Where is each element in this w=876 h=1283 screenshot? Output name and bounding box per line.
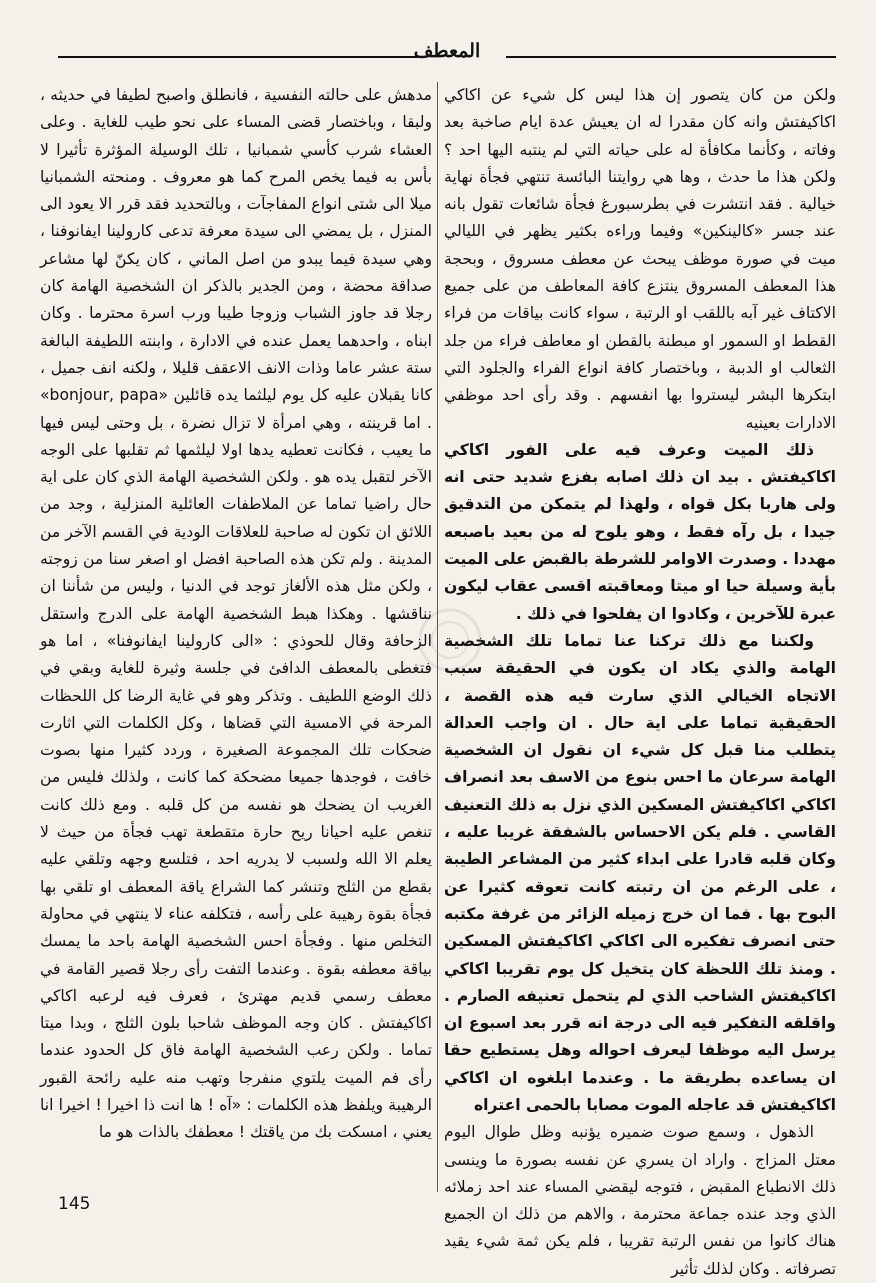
paragraph: مدهش على حالته النفسية ، فانطلق واصبح لطيفا في حديثه ، ولبقا ، وباختصار قضى المساء على نحو طيب للغاية . وعلى العشاء شرب كأسي شمبانيا ، تلك الوسيلة المؤثرة تأثيرا لا بأس به فيما يخص المرح كما هو معروف . ومنحته الشمبانيا ميلا الى شتى انواع المفاجآت ، وبالتحديد فقد قرر الا يعود الى المنزل ، بل يمضي الى سيدة معرفة تدعى كارولينا ايفانوفنا ، وهي سيدة فيما يبدو من اصل الماني ، كان يكنّ لها مشاعر صداقة محضة ، ومن الجدير بالذكر ان الشخصية الهامة كان رجلا قد جاوز الشباب وزوجا طيبا ورب اسرة محترما . وكان ابناه ، واحدهما يعمل عنده في الادارة ، وابنته اللطيفة البالغة ستة عشر عاما وذات الانف الاعقف قليلا ، ولكنه انف جميل ، كانا يقبلان عليه كل يوم ليلثما يده قائلين «bonjour, papa» . اما قرينته ، وهي امرأة لا تزال نضرة ، بل وحتى ليس فيها ما يعيب ، فكانت تعطيه يدها اولا ليلثمها ثم تقلبها على الوجه الآخر لتقبل يده هو . ولكن الشخصية الهامة الذي كان على اية حال راضيا تماما عن الملاطفات العائلية المنزلية ، وجد من اللائق ان تكون له صاحبة للعلاقات الودية في القسم الآخر من المدينة . ولم تكن هذه الصاحبة افضل او اصغر سنا من زوجته ، ولكن مثل هذه الألغاز توجد في الدنيا ، وليس من شأننا ان نناقشها . وهكذا هبط الشخصية الهامة على الدرج واستقل الزحافة وقال للحوذي : «الى كارولينا ايفانوفنا» ، اما هو فتغطى بالمعطف الدافئ في جلسة وثيرة للغاية وبقي في ذلك الوضع اللطيف . وتذكر وهو في غاية الرضا كل اللحظات المرحة في الامسية التي قضاها ، وكل الكلمات التي اثارت ضحكات تلك المجموعة الصغيرة ، وردد كثيرا منها بصوت خافت ، فوجدها جميعا مضحكة كما كانت ، ولذلك فليس من الغريب ان يضحك هو نفسه من كل قلبه . ومع ذلك كانت تنغص عليه احيانا ريح حارة متقطعة تهب فجأة من حيث لا يعلم الا الله ولسبب لا يدريه احد ، فتلسع وجهه وتلقي عليه بقطع من الثلج وتنشر كما الشراع ياقة المعطف او تلقي بها فجأة بقوة رهيبة على رأسه ، فتكلفه عناء لا ينتهي في محاولة التخلص منها . وفجأة احس الشخصية الهامة باحد ما يمسك بياقة معطفه بقوة . وعندما التفت رأى رجلا قصير القامة في معطف رسمي قديم مهترئ ، فعرف فيه لرعبه اكاكي اكاكيفتش . كان وجه الموظف شاحبا بلون الثلج ، وبدا ميتا تماما . ولكن رعب الشخصية الهامة فاق كل الحدود عندما رأى فم الميت يلتوي منفرجا وتهب منه عليه رائحة القبور الرهيبة ويلفظ هذه الكلمات : «آه ! ها انت ذا اخيرا ! اخيرا انا يعني ، امسكت بك من ياقتك ! معطفك بالذات هو ما bbox=[40, 86, 433, 1142]
page-header bbox=[58, 40, 836, 70]
column-divider bbox=[437, 82, 438, 1192]
running-title: المعطف bbox=[413, 40, 481, 62]
paragraph: ذلك الميت وعرف فيه على الفور اكاكي اكاكيفتش . بيد ان ذلك اصابه بفزع شديد حتى انه ولى هاربا بكل قواه ، ولهذا لم يتمكن من التدقيق جيدا ، بل رآه فقط ، وهو يلوح له من بعيد باصبعه مهددا . وصدرت الاوامر للشرطة بالقبض على الميت بأية وسيلة حيا او ميتا ومعاقبته اقسى عقاب ليكون عبرة للآخرين ، وكادوا ان يفلحوا في ذلك . bbox=[444, 440, 836, 623]
paragraph: الذهول ، وسمع صوت ضميره يؤنبه وظل طوال اليوم معتل المزاج . واراد ان يسري عن نفسه بصورة ما وينسى ذلك الانطباع المقبض ، فتوجه ليقضي المساء عند احد زملائه الذي وجد عنده جماعة محترمة ، والاهم من ذلك ان الجميع هناك كانوا من نفس الرتبة تقريبا ، فلم يكن ثمة شيء يقيد تصرفاته . وكان لذلك تأثير bbox=[444, 1123, 836, 1278]
paragraph: ولكننا مع ذلك تركنا عنا تماما تلك الشخصية الهامة والذي يكاد ان يكون في الحقيقة سبب الاتجاه الخيالي الذي سارت فيه هذه القصة ، الحقيقية تماما على اية حال . ان واجب العدالة يتطلب منا قبل كل شيء ان نقول ان الشخصية الهامة سرعان ما احس بنوع من الاسف بعد انصراف اكاكي اكاكيفتش المسكين الذي نزل به ذلك التعنيف القاسي . فلم يكن الاحساس بالشفقة غريبا عليه ، وكان قلبه قادرا على ابداء كثير من المشاعر الطيبة ، على الرغم من ان رتبته كانت تعوقه كثيرا عن البوح بها . فما ان خرج زميله الزائر من غرفة مكتبه حتى انصرف تفكيره الى اكاكي اكاكيفتش المسكين . ومنذ تلك اللحظة كان يتخيل كل يوم تقريبا اكاكي اكاكيفتش الشاحب الذي لم يتحمل تعنيفه الصارم . واقلقه التفكير فيه الى درجة انه قرر بعد اسبوع ان يرسل اليه موظفا ليعرف احواله وهل يستطيع حقا ان يساعده بطريقة ما . وعندما ابلغوه ان اكاكي اكاكيفتش قد عاجله الموت مصابا بالحمى اعتراه bbox=[444, 631, 836, 1114]
paragraph: ولكن من كان يتصور إن هذا ليس كل شيء عن اكاكي اكاكيفتش وانه كان مقدرا له ان يعيش عدة ايام صاخبة بعد وفاته ، وكأنما مكافأة له على حياته التي لم ينتبه اليها احد ؟ ولكن هذا ما حدث ، وها هي روايتنا البائسة تنتهي فجأة نهاية خيالية . فقد انتشرت في بطرسبورغ فجأة شائعات تقول بانه عند جسر «كالينكين» وفيما وراءه بكثير يظهر في الليالي ميت في صورة موظف يبحث عن معطف مسروق ، وبحجة هذا المعطف المسروق ينتزع كافة المعاطف من على جميع الاكتاف غير آبه باللقب او الرتبة ، سواء كانت بياقات من فراء القطط او السمور او مبطنة بالقطن او معاطف فراء من جلد الثعالب او الدببة ، وباختصار كافة انواع الفراء والجلود التي ابتكرها البشر ليستروا بها انفسهم . وقد رأى احد موظفي الادارات بعينيه bbox=[444, 86, 836, 432]
text-column-left bbox=[40, 82, 432, 1182]
text-column-right bbox=[444, 82, 836, 1278]
page-number: 145 bbox=[58, 1194, 91, 1214]
